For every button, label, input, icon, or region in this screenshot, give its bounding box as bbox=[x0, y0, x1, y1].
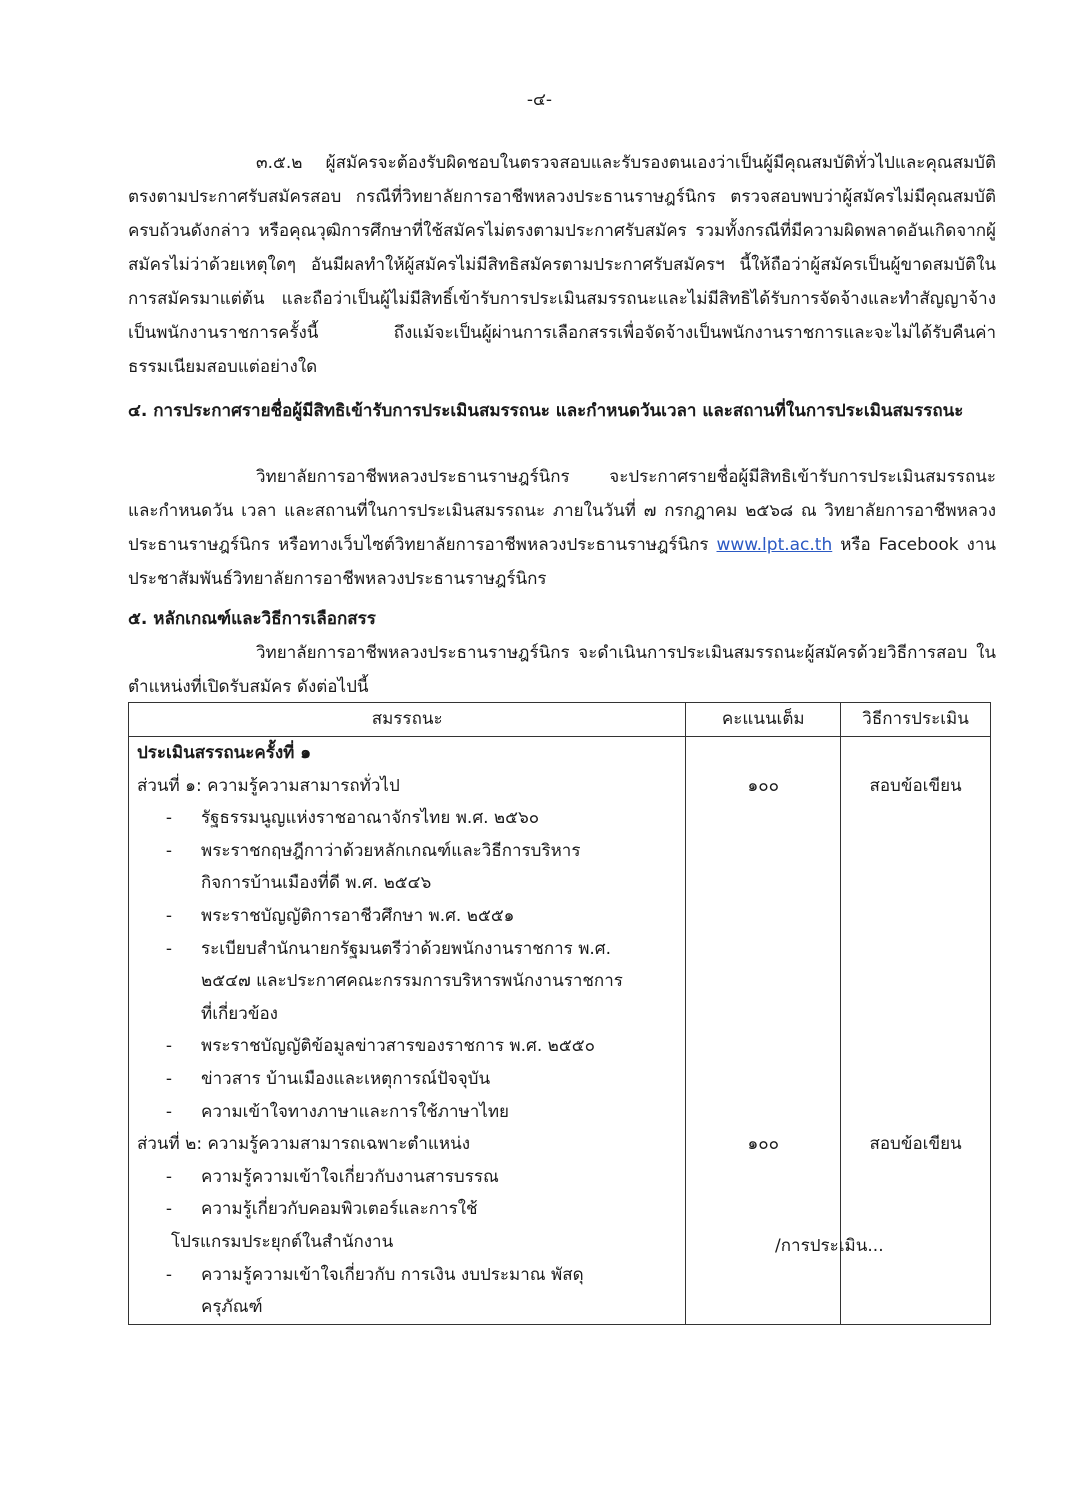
section-5-heading: ๕. หลักเกณฑ์และวิธีการเลือกสรร bbox=[128, 609, 376, 629]
section-4-text-a: วิทยาลัยการอาชีพหลวงประธานราษฎร์นิกร จะประกาศรายชื่อผู้มีสิทธิเข้ารับการประเมินสมรรถนะ และกำหนดวัน เวลา และสถานที่ในการประเมินสมรรถนะ ภายในวันที่ ๗ กรกฎาคม ๒๕๖๘ ณ วิทยาลัยการอาชีพหลวงประธานราษฎร์นิกร หรือทางเว็บไซต์วิทยาลัยการอาชีพหลวงประธานราษฎร์นิกร bbox=[128, 467, 996, 555]
part1-title: ส่วนที่ ๑: ความรู้ความสามารถทั่วไป bbox=[137, 775, 400, 796]
part1-method: สอบข้อเขียน bbox=[869, 775, 962, 796]
competency-cell bbox=[129, 737, 686, 1325]
list-item: - พระราชบัญญัติข้อมูลข่าวสารของราชการ พ.ศ. ๒๕๕๐ bbox=[165, 1036, 595, 1057]
round-title: ประเมินสรรถนะครั้งที่ ๑ bbox=[137, 743, 312, 763]
page-number: -๔- bbox=[526, 90, 553, 110]
header-full-score: คะแนนเต็ม bbox=[686, 703, 841, 737]
list-item: - ความรู้ความเข้าใจเกี่ยวกับ การเงิน งบประมาณ พัสดุ bbox=[165, 1264, 584, 1285]
list-item: - พระราชบัญญัติการอาชีวศึกษา พ.ศ. ๒๕๕๑ bbox=[165, 905, 515, 926]
continuation-footer: /การประเมิน... bbox=[775, 1236, 884, 1256]
list-item-cont: กิจการบ้านเมืองที่ดี พ.ศ. ๒๕๔๖ bbox=[201, 873, 432, 894]
website-link[interactable]: www.lpt.ac.th bbox=[716, 535, 833, 555]
list-item: - ความรู้ความเข้าใจเกี่ยวกับงานสารบรรณ bbox=[165, 1166, 499, 1187]
list-item: - ข่าวสาร บ้านเมืองและเหตุการณ์ปัจจุบัน bbox=[165, 1068, 491, 1089]
list-item-cont: ๒๕๔๗ และประกาศคณะกรรมการบริหารพนักงานราชการ bbox=[201, 971, 623, 992]
list-item: - ความรู้เกี่ยวกับคอมพิวเตอร์และการใช้ bbox=[165, 1199, 478, 1220]
part1-score: ๑๐๐ bbox=[747, 775, 780, 796]
section-4-text-b: หรือ Facebook งานประชาสัมพันธ์วิทยาลัยการอาชีพหลวงประธานราษฎร์นิกร bbox=[128, 535, 996, 589]
header-method: วิธีการประเมิน bbox=[841, 703, 991, 737]
section-4-body bbox=[128, 460, 996, 596]
list-item-cont: ครุภัณฑ์ bbox=[201, 1297, 263, 1318]
list-item: - รัฐธรรมนูญแห่งราชอาณาจักรไทย พ.ศ. ๒๕๖๐ bbox=[165, 808, 540, 829]
part2-title: ส่วนที่ ๒: ความรู้ความสามารถเฉพาะตำแหน่ง bbox=[137, 1134, 471, 1155]
section-4-heading: ๔. การประกาศรายชื่อผู้มีสิทธิเข้ารับการประเมินสมรรถนะ และกำหนดวันเวลา และสถานที่ในการประเมินสมรรถนะ bbox=[128, 401, 964, 421]
header-competency: สมรรถนะ bbox=[129, 703, 686, 737]
part2-score: ๑๐๐ bbox=[747, 1134, 780, 1155]
paragraph-3-5-2: ๓.๕.๒ ผู้สมัครจะต้องรับผิดชอบในตรวจสอบและรับรองตนเองว่าเป็นผู้มีคุณสมบัติทั่วไปและคุณสมบัติตรงตามประกาศรับสมัครสอบ กรณีที่วิทยาลัยการอาชีพหลวงประธานราษฎร์นิกร ตรวจสอบพบว่าผู้สมัครไม่มีคุณสมบัติครบถ้วนดังกล่าว หรือคุณวุฒิการศึกษาที่ใช้สมัครไม่ตรงตามประกาศรับสมัคร รวมทั้งกรณีที่มีความผิดพลาดอันเกิดจากผู้สมัครไม่ว่าด้วยเหตุใดๆ อันมีผลทำให้ผู้สมัครไม่มีสิทธิสมัครตามประกาศรับสมัครฯ นี้ให้ถือว่าผู้สมัครเป็นผู้ขาดสมบัติในการสมัครมาแต่ต้น และถือว่าเป็นผู้ไม่มีสิทธิ์เข้ารับการประเมินสมรรถนะและไม่มีสิทธิได้รับการจัดจ้างและทำสัญญาจ้างเป็นพนักงานราชการครั้งนี้ ถึงแม้จะเป็นผู้ผ่านการเลือกสรรเพื่อจัดจ้างเป็นพนักงานราชการและจะไม่ได้รับคืนค่าธรรมเนียมสอบแต่อย่างใด bbox=[128, 153, 996, 377]
list-item: - ระเบียบสำนักนายกรัฐมนตรีว่าด้วยพนักงานราชการ พ.ศ. bbox=[165, 938, 612, 959]
list-item: - พระราชกฤษฎีกาว่าด้วยหลักเกณฑ์และวิธีการบริหาร bbox=[165, 840, 581, 861]
section-5-body: วิทยาลัยการอาชีพหลวงประธานราษฎร์นิกร จะดำเนินการประเมินสมรรถนะผู้สมัครด้วยวิธีการสอบ ในตำแหน่งที่เปิดรับสมัคร ดังต่อไปนี้ bbox=[128, 643, 996, 697]
list-item-cont: โปรแกรมประยุกต์ในสำนักงาน bbox=[171, 1231, 394, 1252]
table-header-row bbox=[129, 703, 991, 737]
part2-method: สอบข้อเขียน bbox=[869, 1134, 962, 1155]
list-item-cont: ที่เกี่ยวข้อง bbox=[201, 1003, 278, 1024]
list-item: - ความเข้าใจทางภาษาและการใช้ภาษาไทย bbox=[165, 1101, 510, 1122]
